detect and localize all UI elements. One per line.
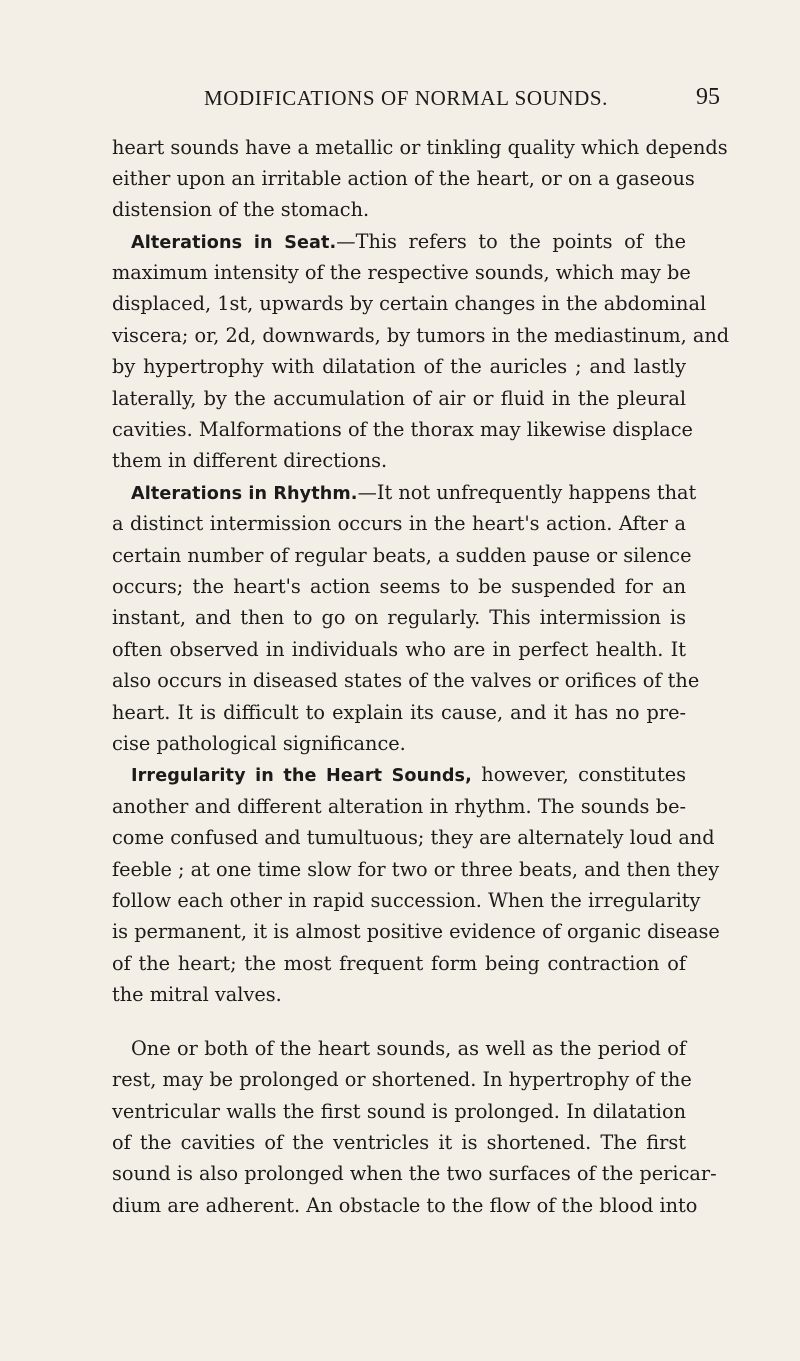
- line-text: cise pathological significance.: [112, 732, 406, 755]
- text-line: [0, 571, 800, 603]
- line-text: instant, and then to go on regularly. This intermission is: [112, 606, 686, 629]
- page-number: 95: [696, 84, 720, 110]
- line-text: either upon an irritable action of the heart, or on a gaseous: [112, 167, 695, 190]
- text-line: [0, 508, 800, 540]
- line-text: distension of the stomach.: [112, 198, 370, 221]
- line-text: another and different alteration in rhythm. The sounds be-: [112, 795, 686, 818]
- text-line: [0, 854, 800, 886]
- line-text: often observed in individuals who are in perfect health. It: [112, 638, 686, 661]
- text-line: [0, 728, 800, 760]
- text-line: [0, 665, 800, 697]
- line-text: sound is also prolonged when the two surfaces of the pericar-: [112, 1162, 717, 1185]
- text-line: [0, 697, 800, 729]
- line-text: by hypertrophy with dilatation of the auricles ; and lastly: [112, 355, 686, 378]
- line-text: of the heart; the most frequent form being contraction of: [112, 952, 686, 975]
- line-text: come confused and tumultuous; they are alternately loud and: [112, 826, 715, 849]
- line-text: is permanent, it is almost positive evidence of organic disease: [112, 920, 720, 943]
- line-text: also occurs in diseased states of the valves or orifices of the: [112, 669, 700, 692]
- text-line: [0, 1190, 800, 1222]
- text-line: [0, 822, 800, 854]
- text-line: [0, 759, 800, 791]
- text-line: [0, 634, 800, 666]
- text-line: [0, 320, 800, 352]
- line-text: cavities. Malformations of the thorax may likewise displace: [112, 418, 693, 441]
- text-line: [0, 1158, 800, 1190]
- text-line: [0, 948, 800, 980]
- line-text: occurs; the heart's action seems to be suspended for an: [112, 575, 686, 598]
- line-text: rest, may be prolonged or shortened. In hypertrophy of the: [112, 1068, 692, 1091]
- text-line: [0, 1127, 800, 1159]
- line-text: heart. It is difficult to explain its cause, and it has no pre-: [112, 701, 686, 724]
- line-text: displaced, 1st, upwards by certain changes in the abdominal: [112, 292, 707, 315]
- section-heading: Alterations in Seat.: [131, 233, 337, 253]
- text-line: [0, 791, 800, 823]
- text-line: [0, 351, 800, 383]
- line-text: —It not unfrequently happens that: [357, 481, 697, 504]
- text-line: [0, 132, 800, 164]
- line-text: feeble ; at one time slow for two or three beats, and then they: [112, 858, 720, 881]
- text-line: [0, 383, 800, 415]
- line-text: follow each other in rapid succession. When the irregularity: [112, 889, 701, 912]
- text-line: [0, 445, 800, 477]
- running-title: MODIFICATIONS OF NORMAL SOUNDS.: [204, 86, 609, 110]
- line-text: however, constitutes: [471, 763, 686, 786]
- text-line: [0, 226, 800, 258]
- text-line: [0, 916, 800, 948]
- line-text: —This refers to the points of the: [336, 230, 686, 253]
- text-line: [0, 1033, 800, 1065]
- text-line: [0, 163, 800, 195]
- line-text: maximum intensity of the respective sounds, which may be: [112, 261, 691, 284]
- section-heading: Alterations in Rhythm.: [131, 484, 358, 504]
- text-line: [0, 414, 800, 446]
- text-line: [0, 477, 800, 509]
- text-line: [0, 602, 800, 634]
- line-text: of the cavities of the ventricles it is shortened. The first: [112, 1131, 686, 1154]
- text-line: [0, 194, 800, 226]
- text-line: [0, 1096, 800, 1128]
- text-line: [0, 540, 800, 572]
- line-text: the mitral valves.: [112, 983, 282, 1006]
- line-text: One or both of the heart sounds, as well as the period of: [131, 1037, 686, 1060]
- text-line: [0, 885, 800, 917]
- text-line: [0, 1064, 800, 1096]
- line-text: a distinct intermission occurs in the heart's action. After a: [112, 512, 686, 535]
- text-line: [0, 288, 800, 320]
- section-heading: Irregularity in the Heart Sounds,: [131, 766, 472, 786]
- line-text: certain number of regular beats, a sudden pause or silence: [112, 544, 692, 567]
- line-text: dium are adherent. An obstacle to the flow of the blood into: [112, 1194, 698, 1217]
- text-line: [0, 979, 800, 1011]
- text-line: [0, 257, 800, 289]
- line-text: them in different directions.: [112, 449, 388, 472]
- line-text: ventricular walls the first sound is prolonged. In dilatation: [112, 1100, 686, 1123]
- line-text: viscera; or, 2d, downwards, by tumors in the mediastinum, and: [112, 324, 730, 347]
- line-text: heart sounds have a metallic or tinkling quality which depends: [112, 136, 728, 159]
- line-text: laterally, by the accumulation of air or fluid in the pleural: [112, 387, 686, 410]
